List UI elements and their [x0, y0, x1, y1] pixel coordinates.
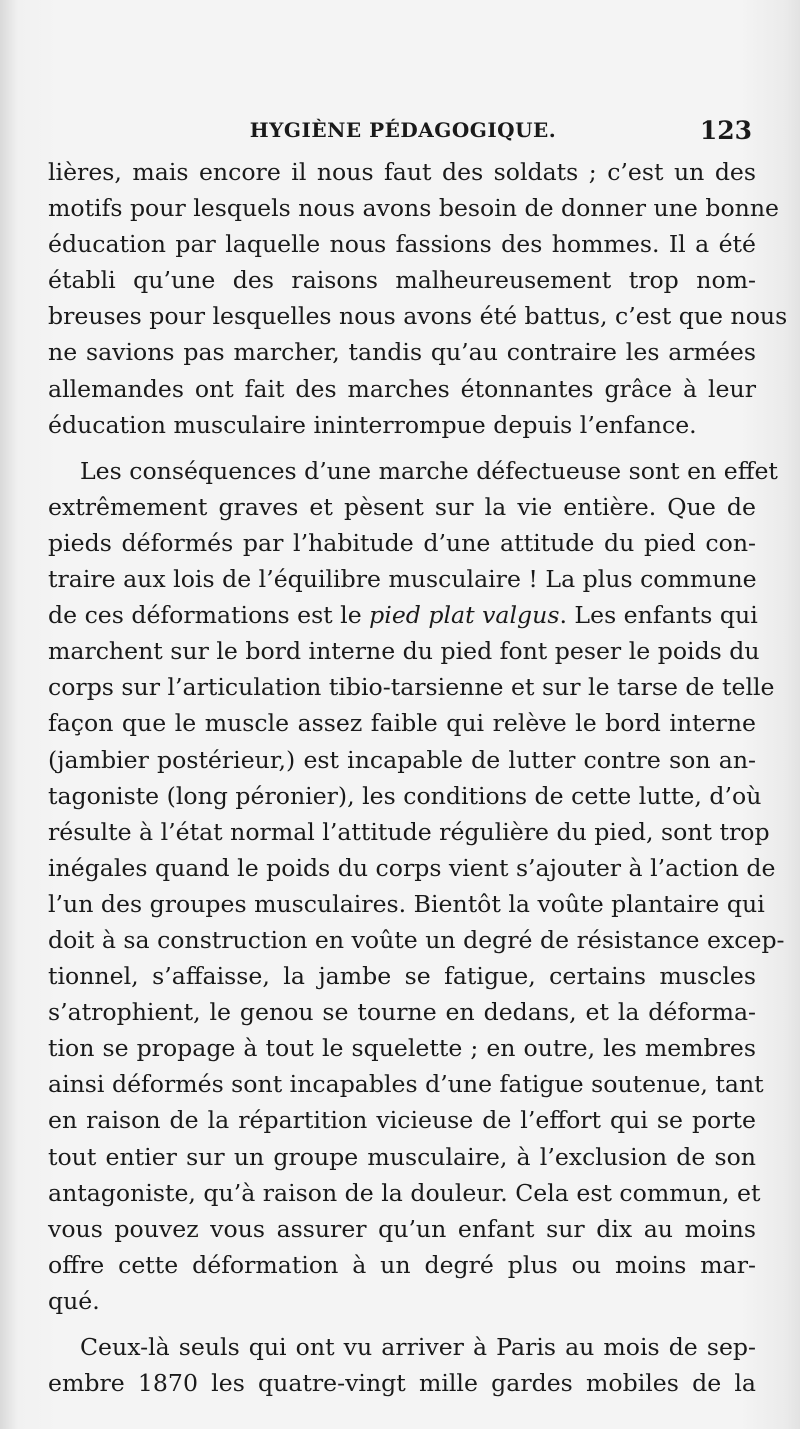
page-number: 123	[699, 116, 752, 145]
text-line: tagoniste (long péronier), les conditions de cette lutte, d’où	[48, 781, 762, 810]
text-line: l’un des groupes musculaires. Bientôt la voûte plantaire qui	[48, 889, 765, 918]
text-line: vous pouvez vous assurer qu’un enfant sur dix au moins	[48, 1214, 756, 1243]
text-line: corps sur l’articulation tibio-tarsienne et sur le tarse de telle	[48, 673, 775, 702]
text-line: résulte à l’état normal l’attitude régulière du pied, sont trop	[48, 817, 770, 846]
text-line: marchent sur le bord interne du pied font peser le poids du	[48, 637, 760, 666]
text-line: inégales quand le poids du corps vient s’ajouter à l’action de	[48, 853, 776, 882]
text-line: s’atrophient, le genou se tourne en dedans, et la déforma-	[48, 998, 756, 1027]
body-text	[48, 154, 788, 1401]
paragraph	[48, 453, 785, 1319]
text-line: tion se propage à tout le squelette ; en outre, les membres	[48, 1034, 756, 1063]
running-title: HYGIÈNE PÉDAGOGIQUE.	[249, 118, 557, 142]
text-line: offre cette déformation à un degré plus ou moins mar-	[48, 1250, 756, 1279]
paragraph	[48, 1329, 756, 1401]
text-line: ne savions pas marcher, tandis qu’au contraire les armées	[48, 338, 756, 367]
text-line: pieds déformés par l’habitude d’une attitude du pied con-	[48, 528, 756, 557]
text-line: antagoniste, qu’à raison de la douleur. Cela est commun, et	[48, 1178, 761, 1207]
text-line: éducation musculaire ininterrompue depuis l’enfance.	[48, 410, 697, 439]
text-line: doit à sa construction en voûte un degré de résistance excep-	[48, 925, 785, 954]
text-line: traire aux lois de l’équilibre musculaire ! La plus commune	[48, 565, 757, 594]
text-line: éducation par laquelle nous fassions des hommes. Il a été	[48, 230, 756, 259]
text-line: Ceux-là seuls qui ont vu arriver à Paris au mois de sep-	[80, 1333, 756, 1361]
text-line: lières, mais encore il nous faut des soldats ; c’est un des	[48, 158, 756, 186]
text-line: de ces déformations est le pied plat valgus. Les enfants qui	[48, 601, 758, 630]
text-line: allemandes ont fait des marches étonnantes grâce à leur	[48, 374, 756, 403]
text-line: embre 1870 les quatre-vingt mille gardes mobiles de la	[48, 1369, 756, 1398]
text-line: ainsi déformés sont incapables d’une fatigue soutenue, tant	[48, 1070, 764, 1099]
text-line: breuses pour lesquelles nous avons été battus, c’est que nous	[48, 302, 788, 331]
text-line: motifs pour lesquels nous avons besoin de donner une bonne	[48, 194, 780, 223]
text-line: établi qu’une des raisons malheureusement trop nom-	[48, 266, 756, 295]
text-line: façon que le muscle assez faible qui relève le bord interne	[48, 709, 756, 738]
text-line: Les conséquences d’une marche défectueuse sont en effet	[80, 456, 778, 485]
text-line: qué.	[48, 1286, 100, 1315]
text-line: en raison de la répartition vicieuse de l’effort qui se porte	[48, 1106, 756, 1135]
text-line: tionnel, s’affaisse, la jambe se fatigue, certains muscles	[48, 962, 756, 991]
italic-term: pied plat valgus	[369, 601, 560, 630]
text-line: (jambier postérieur,) est incapable de lutter contre son an-	[48, 745, 756, 774]
paragraph	[48, 154, 788, 443]
text-line: tout entier sur un groupe musculaire, à l’exclusion de son	[48, 1142, 756, 1171]
text-line: extrêmement graves et pèsent sur la vie entière. Que de	[48, 492, 756, 521]
page-header	[48, 116, 758, 150]
